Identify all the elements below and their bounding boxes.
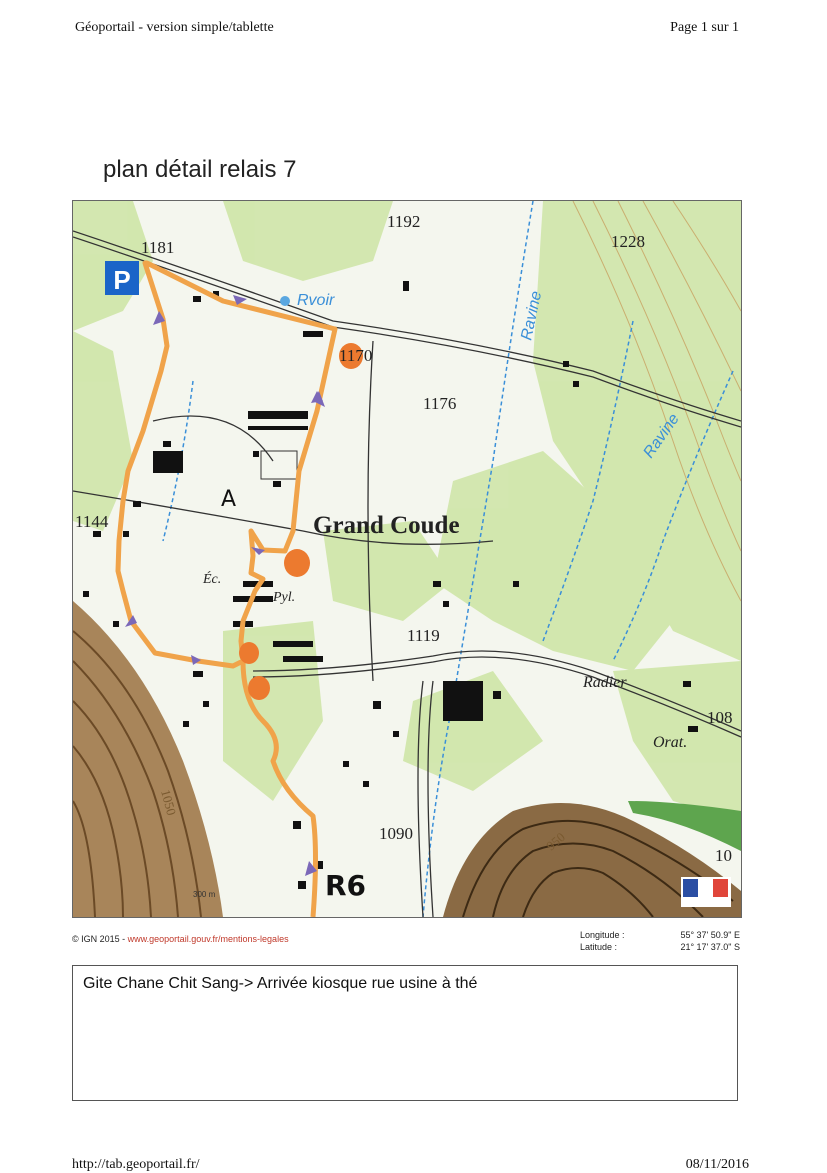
label-rvoir: Rvoir xyxy=(297,292,335,309)
elevation-1228: 1228 xyxy=(611,232,645,251)
page-number: Page 1 sur 1 xyxy=(670,20,739,35)
note-box[interactable] xyxy=(72,965,738,1101)
scale-label: 300 m xyxy=(193,890,216,899)
elevation-1119: 1119 xyxy=(407,626,440,645)
latitude-value: 21° 17' 37.0" S xyxy=(680,942,740,952)
marker-2 xyxy=(284,549,310,577)
elevation-1176: 1176 xyxy=(423,394,457,413)
label-ec: Éc. xyxy=(203,572,222,587)
footer-date: 08/11/2016 xyxy=(685,1157,749,1172)
topographic-map[interactable] xyxy=(72,200,742,918)
place-name: Grand Coude xyxy=(313,512,460,539)
longitude-label: Longitude : xyxy=(580,930,625,940)
elevation-10: 10 xyxy=(715,846,732,865)
label-ravine-east: Ravine xyxy=(640,410,683,462)
handwritten-a: A xyxy=(221,487,237,512)
elevation-1170: 1170 xyxy=(339,346,373,365)
contour-label-1050: 1050 xyxy=(158,787,180,817)
label-ravine-north: Ravine xyxy=(518,289,546,342)
reservoir-symbol xyxy=(280,296,290,306)
credit-link[interactable]: www.geoportail.gouv.fr/mentions-legales xyxy=(127,934,289,944)
elevation-1144: 1144 xyxy=(75,512,109,531)
ign-flag-logo xyxy=(681,877,731,907)
latitude-label: Latitude : xyxy=(580,942,618,952)
label-radier: Radier xyxy=(583,674,627,691)
credit-prefix: © IGN 2015 - xyxy=(72,934,128,944)
header-title: Géoportail - version simple/tablette xyxy=(75,20,274,35)
footer-url: http://tab.geoportail.fr/ xyxy=(72,1157,200,1172)
elevation-1090: 1090 xyxy=(379,824,413,843)
coordinates-readout xyxy=(580,929,740,953)
elevation-1192: 1192 xyxy=(387,212,421,231)
label-orat: Orat. xyxy=(653,734,688,751)
elevation-1181: 1181 xyxy=(141,238,175,257)
map-canvas xyxy=(73,201,741,917)
page-title: plan détail relais 7 xyxy=(103,156,297,183)
label-pyl: Pyl. xyxy=(273,590,296,605)
marker-4 xyxy=(248,676,270,700)
contour-label-950: 950 xyxy=(543,829,568,854)
note-text: Gite Chane Chit Sang-> Arrivée kiosque rue usine à thé xyxy=(83,975,478,992)
longitude-value: 55° 37' 50.9" E xyxy=(680,930,740,940)
marker-3 xyxy=(239,642,259,664)
map-credit xyxy=(72,934,289,944)
parking-letter: P xyxy=(113,265,131,295)
handwritten-r6: R6 xyxy=(325,869,367,902)
elevation-108: 108 xyxy=(707,708,733,727)
